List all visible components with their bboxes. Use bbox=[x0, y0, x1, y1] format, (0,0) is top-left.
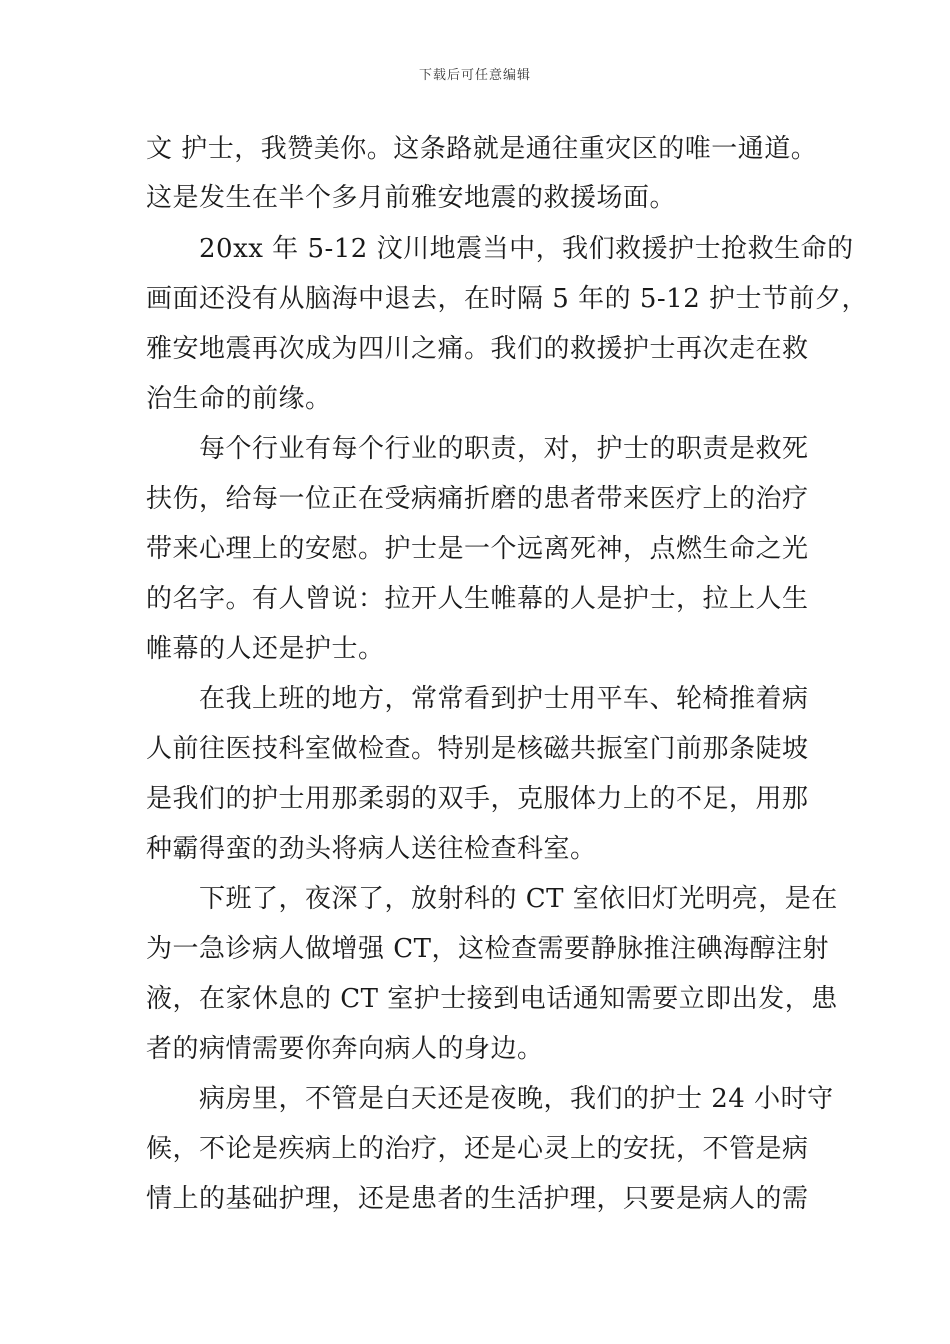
body-line: 扶伤，给每一位正在受病痛折磨的患者带来医疗上的治疗 bbox=[146, 484, 809, 514]
body-line: 画面还没有从脑海中退去，在时隔 5 年的 5-12 护士节前夕， bbox=[146, 284, 869, 314]
body-line: 帷幕的人还是护士。 bbox=[146, 634, 385, 664]
body-line: 为一急诊病人做增强 CT，这检查需要静脉推注碘海醇注射 bbox=[146, 934, 830, 964]
body-line: 是我们的护士用那柔弱的双手，克服体力上的不足，用那 bbox=[146, 784, 809, 814]
body-line: 种霸得蛮的劲头将病人送往检查科室。 bbox=[146, 834, 597, 864]
body-line: 人前往医技科室做检查。特别是核磁共振室门前那条陡坡 bbox=[146, 734, 809, 764]
body-line: 雅安地震再次成为四川之痛。我们的救援护士再次走在救 bbox=[146, 334, 809, 364]
body-line: 下班了，夜深了，放射科的 CT 室依旧灯光明亮，是在 bbox=[146, 884, 838, 914]
body-line: 20xx 年 5-12 汶川地震当中，我们救援护士抢救生命的 bbox=[146, 234, 854, 264]
body-line: 者的病情需要你奔向病人的身边。 bbox=[146, 1034, 544, 1064]
body-line: 病房里，不管是白天还是夜晚，我们的护士 24 小时守 bbox=[146, 1084, 834, 1114]
body-line: 情上的基础护理，还是患者的生活护理，只要是病人的需 bbox=[146, 1184, 809, 1214]
body-line: 候，不论是疾病上的治疗，还是心灵上的安抚，不管是病 bbox=[146, 1134, 809, 1164]
body-line: 带来心理上的安慰。护士是一个远离死神，点燃生命之光 bbox=[146, 534, 809, 564]
body-line: 液，在家休息的 CT 室护士接到电话通知需要立即出发，患 bbox=[146, 984, 838, 1014]
body-line: 在我上班的地方，常常看到护士用平车、轮椅推着病 bbox=[146, 684, 809, 714]
body-line: 每个行业有每个行业的职责，对，护士的职责是救死 bbox=[146, 434, 809, 464]
body-line: 文 护士，我赞美你。这条路就是通往重灾区的唯一通道。 bbox=[146, 134, 818, 164]
body-line: 这是发生在半个多月前雅安地震的救援场面。 bbox=[146, 183, 677, 213]
body-line: 治生命的前缘。 bbox=[146, 384, 332, 414]
body-line: 的名字。有人曾说：拉开人生帷幕的人是护士，拉上人生 bbox=[146, 584, 809, 614]
header-note: 下载后可任意编辑 bbox=[418, 68, 531, 83]
